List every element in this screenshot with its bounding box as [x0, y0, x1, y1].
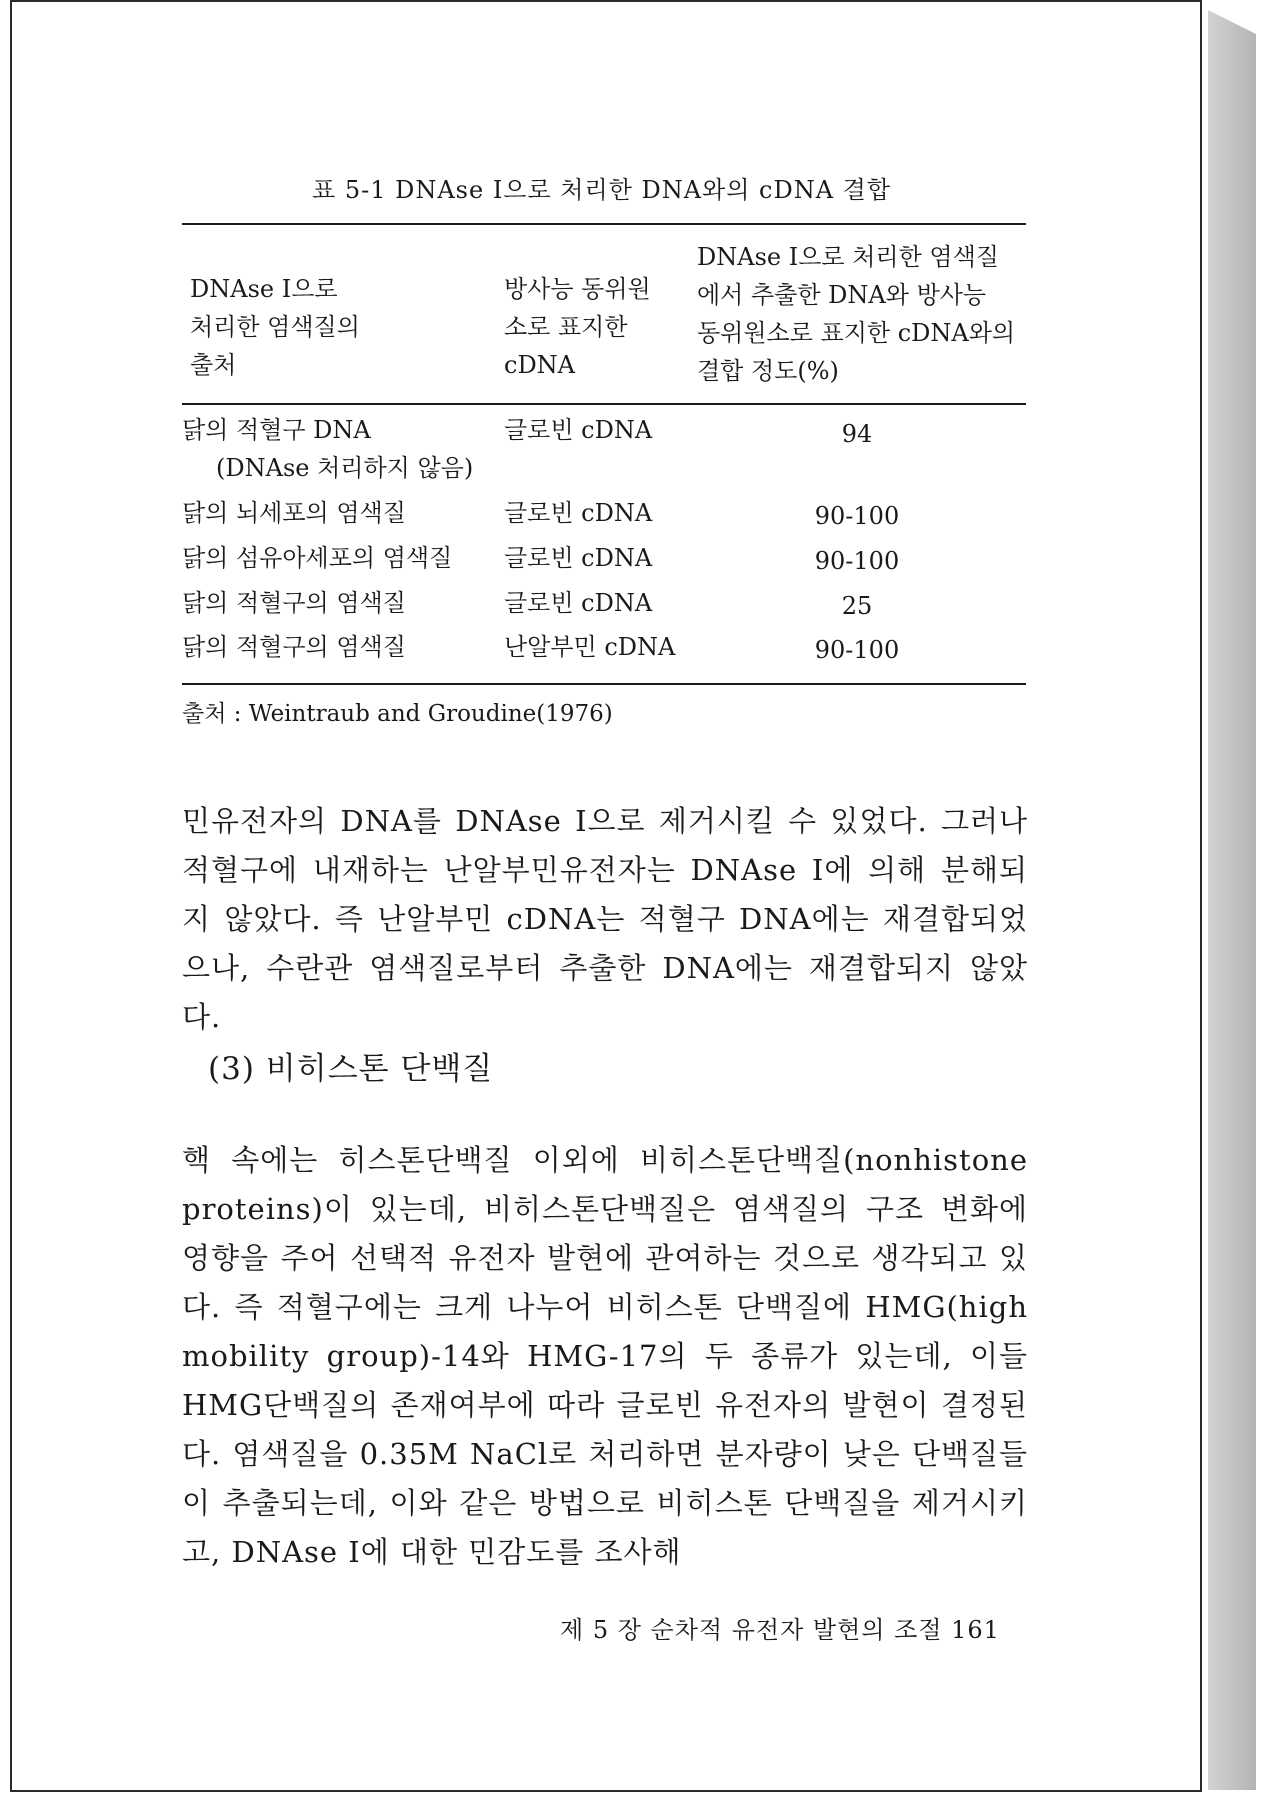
- table-header-rule: [182, 403, 1026, 405]
- page-footer: 제 5 장 순차적 유전자 발현의 조절 161: [560, 1616, 1000, 1644]
- cell-source: 닭의 뇌세포의 염색질: [182, 499, 406, 527]
- table-source-note: 출처 : Weintraub and Groudine(1976): [182, 701, 613, 727]
- cell-source: 닭의 적혈구의 염색질: [182, 589, 406, 617]
- cell-binding: 25: [841, 592, 873, 620]
- cell-probe: 글로빈 cDNA: [504, 416, 653, 444]
- cell-binding: 90-100: [814, 547, 900, 575]
- cell-source: 닭의 적혈구 DNA: [182, 416, 371, 444]
- book-page: [10, 0, 1202, 1792]
- cell-probe: 난알부민 cDNA: [504, 633, 676, 661]
- header-binding: DNAse I으로 처리한 염색질 에서 추출한 DNA와 방사능 동위원소로 표지한 cDNA와의 결합 정도(%): [697, 243, 1016, 385]
- cell-source: 닭의 적혈구의 염색질: [182, 633, 406, 661]
- cell-source-note: (DNAse 처리하지 않음): [216, 454, 474, 482]
- cell-binding: 90-100: [814, 502, 900, 530]
- table-top-rule: [182, 223, 1026, 225]
- cell-binding: 90-100: [814, 636, 900, 664]
- cell-probe: 글로빈 cDNA: [504, 544, 653, 572]
- cell-source: 닭의 섬유아세포의 염색질: [182, 544, 453, 572]
- cell-binding: 94: [841, 420, 873, 448]
- table-caption: 표 5-1 DNAse I으로 처리한 DNA와의 cDNA 결합: [312, 176, 892, 204]
- table-bottom-rule: [182, 683, 1026, 685]
- page-edge-shadow: [1208, 10, 1256, 1790]
- header-probe: 방사능 동위원 소로 표지한 cDNA: [504, 275, 651, 379]
- paragraph-1: 민유전자의 DNA를 DNAse I으로 제거시킬 수 있었다. 그러나 적혈구에 내재하는 난알부민유전자는 DNAse I에 의해 분해되지 않았다. 즉 난알부민 cDNA는 적혈구 DNA에는 재결합되었으나, 수란관 염색질로부터 추출한 DNA에는 재결합되지 않았다.: [182, 804, 1029, 1034]
- cell-probe: 글로빈 cDNA: [504, 499, 653, 527]
- section-heading: (3) 비히스톤 단백질: [208, 1051, 494, 1087]
- cell-probe: 글로빈 cDNA: [504, 589, 653, 617]
- header-source: DNAse I으로 처리한 염색질의 출처: [190, 275, 360, 379]
- paragraph-2: 핵 속에는 히스톤단백질 이외에 비히스톤단백질(nonhistone proteins)이 있는데, 비히스톤단백질은 염색질의 구조 변화에 영향을 주어 선택적 유전자 발현에 관여하는 것으로 생각되고 있다. 즉 적혈구에는 크게 나누어 비히스톤 단백질에 HMG(high mobility group)-14와 HMG-17의 두 종류가 있는데, 이들 HMG단백질의 존재여부에 따라 글로빈 유전자의 발현이 결정된다. 염색질을 0.35M NaCl로 처리하면 분자량이 낮은 단백질들이 추출되는데, 이와 같은 방법으로 비히스톤 단백질을 제거시키고, DNAse I에 대한 민감도를 조사해: [182, 1143, 1028, 1569]
